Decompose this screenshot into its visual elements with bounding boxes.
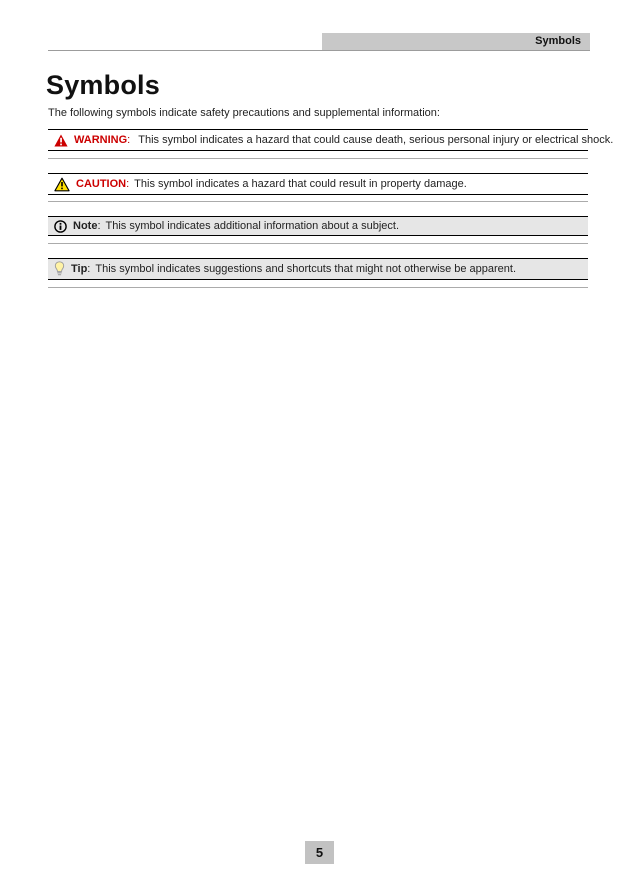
- note-separator: :: [97, 220, 101, 232]
- page-number-badge: [305, 841, 334, 864]
- note-notice: [48, 216, 588, 236]
- warning-notice: [48, 129, 614, 151]
- lightbulb-icon: [54, 261, 65, 277]
- tip-text: This symbol indicates suggestions and shortcuts that might not otherwise be apparent.: [95, 263, 517, 275]
- notice-divider: [48, 287, 588, 288]
- notice-divider: [48, 243, 588, 244]
- notice-divider: [48, 201, 588, 202]
- caution-separator: :: [126, 178, 130, 190]
- page-number: 5: [315, 845, 324, 860]
- running-header-title: Symbols: [535, 35, 581, 47]
- intro-text: The following symbols indicate safety precautions and supplemental information:: [48, 107, 440, 119]
- warning-separator: :: [127, 134, 131, 146]
- note-label: Note: [73, 220, 98, 232]
- caution-triangle-icon: [54, 177, 70, 192]
- info-circle-icon: [54, 220, 67, 233]
- tip-notice: [48, 258, 588, 280]
- caution-label: CAUTION: [76, 178, 127, 190]
- caution-text: This symbol indicates a hazard that could result in property damage.: [134, 178, 467, 190]
- warning-label: WARNING: [74, 134, 128, 146]
- notice-divider: [48, 158, 588, 159]
- running-header-bar: [322, 33, 590, 50]
- tip-label: Tip: [71, 263, 88, 275]
- note-text: This symbol indicates additional information about a subject.: [105, 220, 400, 232]
- tip-separator: :: [87, 263, 91, 275]
- header-divider: [48, 50, 590, 51]
- page-title: Symbols: [46, 70, 160, 100]
- warning-triangle-icon: [54, 134, 68, 147]
- warning-text: This symbol indicates a hazard that could cause death, serious personal injury or electrical shock.: [138, 134, 614, 146]
- caution-notice: [48, 173, 588, 195]
